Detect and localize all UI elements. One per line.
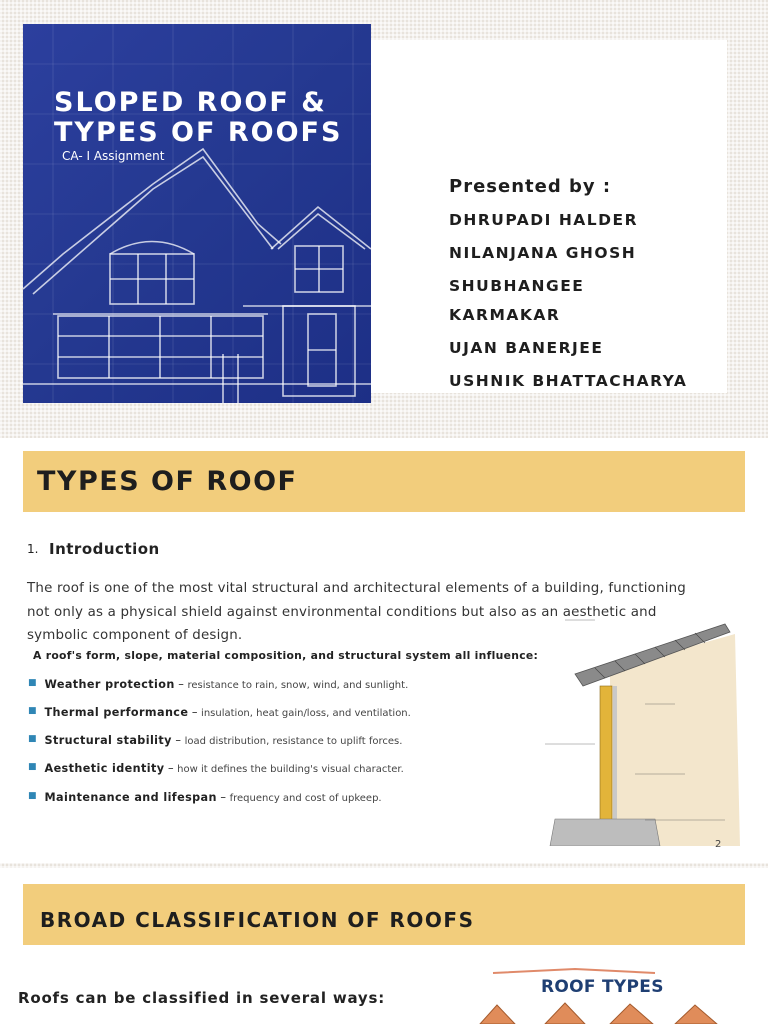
section-number: 1. [27, 542, 39, 556]
presenter-name: DHRUPADI HALDER [449, 211, 639, 229]
list-item [28, 706, 411, 719]
bullet-description: resistance to rain, snow, wind, and sunlight. [187, 680, 409, 691]
presenter-name: UJAN BANERJEE [449, 339, 604, 357]
bullet-label: Structural stability [44, 734, 172, 747]
classification-intro-text: Roofs can be classified in several ways: [18, 989, 386, 1007]
presentation-title [54, 88, 342, 148]
bullet-description: load distribution, resistance to uplift forces. [184, 736, 403, 747]
presenter-name: SHUBHANGEE [449, 277, 585, 295]
bullet-label: Maintenance and lifespan [44, 791, 217, 804]
bullet-label: Weather protection [44, 678, 175, 691]
slide-heading: TYPES OF ROOF [37, 466, 298, 497]
bullet-icon: ■ [28, 791, 37, 801]
list-item [28, 734, 402, 747]
blueprint-house-image [23, 24, 371, 403]
presenter-name: USHNIK BHATTACHARYA [449, 372, 688, 390]
list-item [28, 762, 404, 775]
bullet-separator: – [174, 678, 188, 691]
presenter-name: NILANJANA GHOSH [449, 244, 637, 262]
lead-sentence: A roof's form, slope, material composition, and structural system all influence: [33, 649, 539, 662]
bullet-separator: – [171, 734, 185, 747]
bullet-description: insulation, heat gain/loss, and ventilation. [201, 708, 411, 719]
presentation-subtitle: CA- I Assignment [62, 149, 165, 163]
wall-section-drawing [535, 614, 740, 846]
list-item [28, 791, 382, 804]
bullet-description: frequency and cost of upkeep. [229, 793, 382, 804]
paragraph-line: The roof is one of the most vital structural and architectural elements of a building, functioning [27, 581, 686, 596]
bullet-icon: ■ [28, 678, 37, 688]
bullet-icon: ■ [28, 734, 37, 744]
bullet-separator: – [216, 791, 230, 804]
presented-by-label: Presented by : [449, 176, 612, 197]
bullet-label: Aesthetic identity [44, 762, 165, 775]
title-line-2: TYPES OF ROOFS [54, 117, 343, 148]
roof-wall-section-diagram [535, 614, 740, 846]
bullet-separator: – [164, 762, 178, 775]
title-line-1: SLOPED ROOF & [54, 87, 327, 118]
paragraph-line: not only as a physical shield against environmental conditions but also as an aesthetic and [27, 604, 657, 620]
roof-types-title: ROOF TYPES [541, 977, 664, 997]
presenter-name: KARMAKAR [449, 306, 561, 324]
bullet-label: Thermal performance [44, 706, 189, 719]
blueprint-drawing [23, 24, 371, 403]
slide-heading: BROAD CLASSIFICATION OF ROOFS [40, 908, 475, 932]
bullet-icon: ■ [28, 706, 37, 716]
section-title: Introduction [49, 540, 160, 558]
bullet-description: how it defines the building's visual character. [177, 764, 404, 775]
bullet-icon: ■ [28, 762, 37, 772]
bullet-separator: – [188, 706, 202, 719]
paragraph-line: symbolic component of design. [27, 628, 243, 643]
list-item [28, 678, 408, 691]
page-number: 2 [715, 839, 722, 850]
